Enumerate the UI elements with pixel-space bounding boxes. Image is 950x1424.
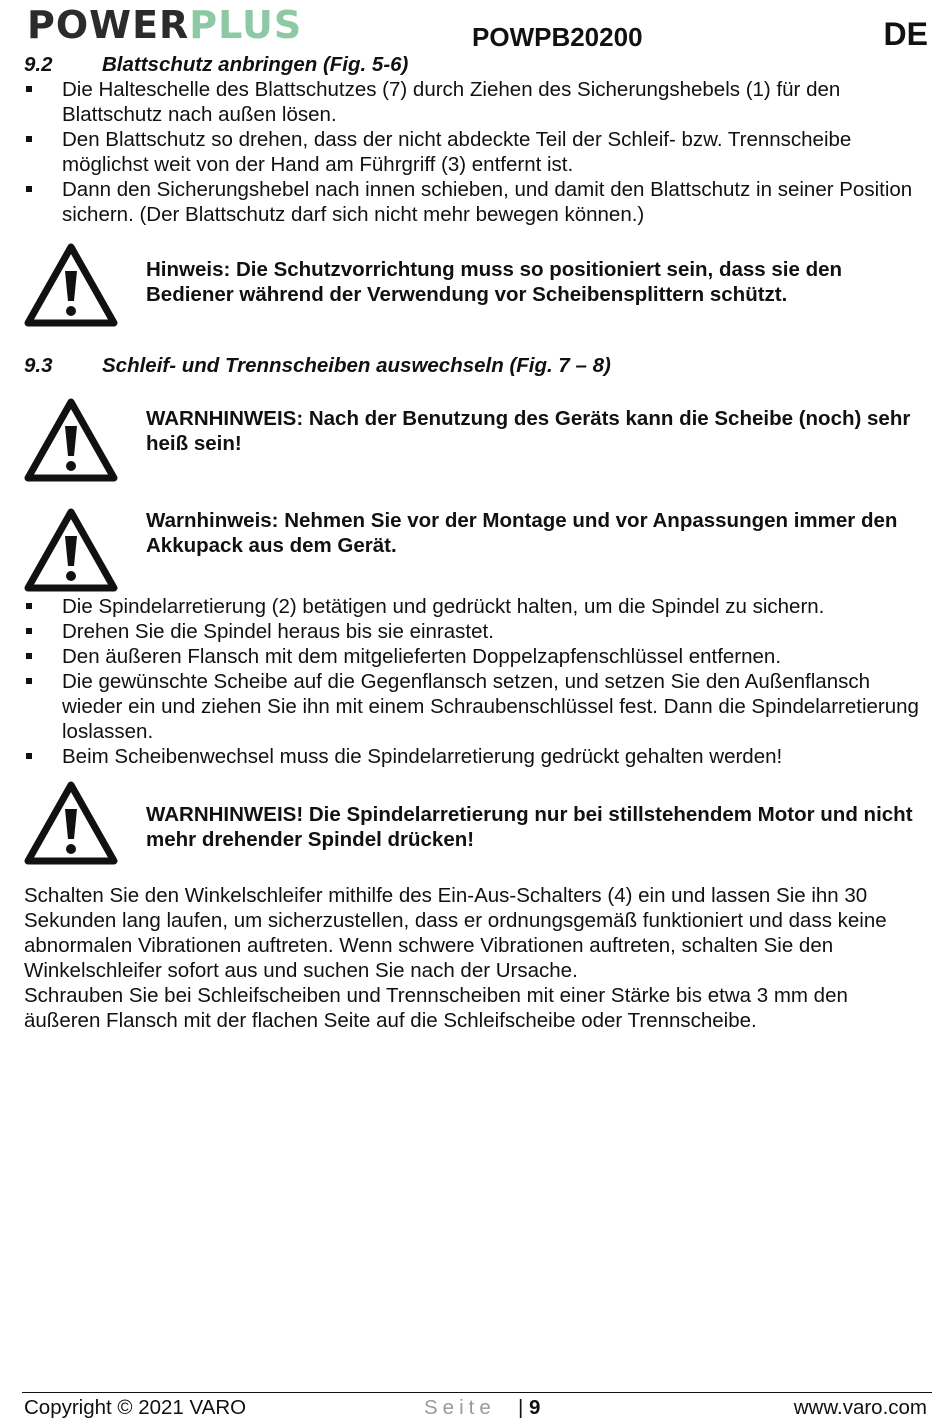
section-number: 9.3	[24, 354, 53, 377]
list-item-text: Den Blattschutz so drehen, dass der nicht abdeckte Teil der Schleif- bzw. Trennscheibe möglichst weit von der Hand am Führgriff (3) entfernt ist.	[62, 128, 852, 176]
bullet-icon	[26, 186, 32, 192]
warning-text: Hinweis: Die Schutzvorrichtung muss so positioniert sein, dass sie den Bediener während der Verwendung vor Scheibensplittern schützt.	[146, 258, 843, 306]
warning-block	[24, 398, 924, 508]
page-separator: |	[518, 1396, 524, 1419]
list-item-text: Die Spindelarretierung (2) betätigen und gedrückt halten, um die Spindel zu sichern.	[62, 595, 825, 618]
list-item	[24, 77, 924, 127]
list-item	[24, 619, 924, 644]
body-paragraph: Schalten Sie den Winkelschleifer mithilfe des Ein-Aus-Schalters (4) ein und lassen Sie ihn 30 Sekunden lang laufen, um sicherzustellen, dass er ordnungsgemäß funktioniert und dass keine abnormalen Vibrationen auftreten. Wenn schwere Vibrationen auftreten, schalten Sie den Winkelschleifer sofort aus und suchen Sie nach der Ursache.	[24, 884, 887, 982]
section-9-3-bullets	[24, 594, 924, 769]
bullet-icon	[26, 653, 32, 659]
body-paragraph: Schrauben Sie bei Schleifscheiben und Trennscheiben mit einer Stärke bis etwa 3 mm den äußeren Flansch mit der flachen Seite auf die Schleifscheibe oder Trennscheibe.	[24, 984, 848, 1032]
bullet-icon	[26, 753, 32, 759]
page-content	[24, 52, 924, 1033]
warning-text: Warnhinweis: Nehmen Sie vor der Montage und vor Anpassungen immer den Akkupack aus dem Gerät.	[146, 509, 898, 557]
model-number: POWPB20200	[472, 22, 643, 52]
warning-block	[24, 508, 924, 594]
warning-block	[24, 781, 924, 883]
warning-block	[24, 243, 924, 353]
logo-power: POWER	[27, 3, 190, 47]
warning-triangle-icon	[24, 781, 118, 865]
list-item-text: Beim Scheibenwechsel muss die Spindelarretierung gedrückt gehalten werden!	[62, 745, 783, 768]
list-item	[24, 594, 924, 619]
list-item-text: Drehen Sie die Spindel heraus bis sie einrastet.	[62, 620, 494, 643]
section-9-3-title	[24, 353, 924, 378]
warning-triangle-icon	[24, 243, 118, 327]
language-code: DE	[883, 16, 928, 52]
list-item	[24, 644, 924, 669]
bullet-icon	[26, 603, 32, 609]
page-footer	[24, 1396, 927, 1422]
page-number-value: 9	[529, 1396, 541, 1419]
section-number: 9.2	[24, 53, 53, 76]
list-item	[24, 669, 924, 744]
list-item	[24, 177, 924, 227]
list-item-text: Die gewünschte Scheibe auf die Gegenflansch setzen, und setzen Sie den Außenflansch wieder ein und ziehen Sie ihn mit einem Schraubenschlüssel fest. Dann die Spindelarretierung loslassen.	[62, 670, 919, 743]
warning-triangle-icon	[24, 508, 118, 592]
list-item-text: Dann den Sicherungshebel nach innen schieben, und damit den Blattschutz in seiner Position sichern. (Der Blattschutz darf sich nicht mehr bewegen können.)	[62, 178, 913, 226]
section-9-2-bullets	[24, 77, 924, 227]
warning-text: WARNHINWEIS: Nach der Benutzung des Geräts kann die Scheibe (noch) sehr heiß sein!	[146, 407, 911, 455]
website-link[interactable]: www.varo.com	[793, 1396, 927, 1419]
list-item-text: Die Halteschelle des Blattschutzes (7) durch Ziehen des Sicherungshebels (1) für den Blattschutz nach außen lösen.	[62, 78, 841, 126]
bullet-icon	[26, 86, 32, 92]
brand-logo	[27, 4, 302, 46]
logo-plus: PLUS	[189, 3, 303, 47]
section-heading: Schleif- und Trennscheiben auswechseln (Fig. 7 – 8)	[102, 354, 611, 377]
bullet-icon	[26, 678, 32, 684]
copyright-text: Copyright © 2021 VARO	[24, 1396, 247, 1419]
section-9-2-title	[24, 52, 924, 77]
list-item	[24, 744, 924, 769]
page-label: Seite	[424, 1396, 496, 1419]
bullet-icon	[26, 628, 32, 634]
page-header	[0, 0, 950, 52]
page-number	[518, 1396, 540, 1420]
footer-divider	[22, 1392, 932, 1393]
warning-triangle-icon	[24, 398, 118, 482]
section-heading: Blattschutz anbringen (Fig. 5-6)	[102, 53, 409, 76]
warning-text: WARNHINWEIS! Die Spindelarretierung nur bei stillstehendem Motor und nicht mehr drehender Spindel drücken!	[146, 803, 913, 851]
list-item	[24, 127, 924, 177]
list-item-text: Den äußeren Flansch mit dem mitgelieferten Doppelzapfenschlüssel entfernen.	[62, 645, 782, 668]
bullet-icon	[26, 136, 32, 142]
